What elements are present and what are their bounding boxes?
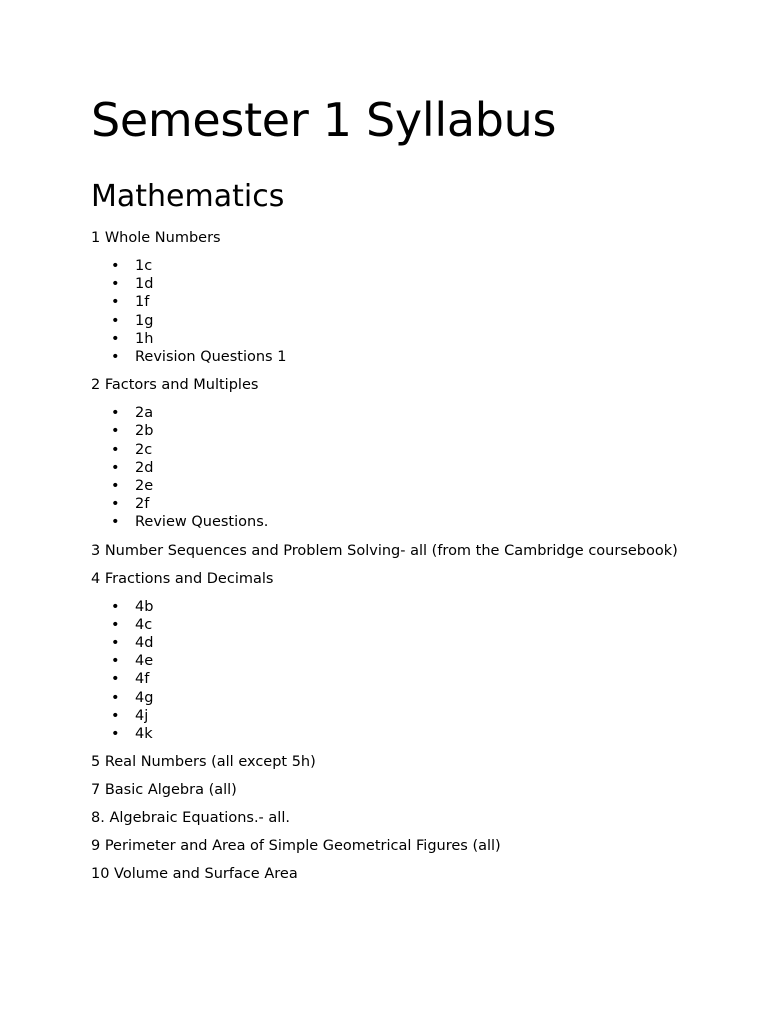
- section-heading: 5 Real Numbers (all except 5h): [91, 754, 316, 771]
- bullet-icon: •: [111, 616, 120, 633]
- subject-heading: Mathematics: [91, 179, 285, 214]
- bullet-icon: •: [111, 312, 120, 329]
- list-item-label: 1h: [135, 330, 154, 347]
- list-item: [91, 257, 708, 275]
- list-item-label: 4j: [135, 707, 149, 724]
- list-item-label: 4f: [135, 671, 150, 688]
- list-item: [91, 707, 708, 725]
- list-item-label: 4d: [135, 635, 154, 652]
- list-item-label: 4k: [135, 726, 153, 743]
- bullet-icon: •: [111, 635, 120, 652]
- bullet-icon: •: [111, 671, 120, 688]
- section-heading: 9 Perimeter and Area of Simple Geometrical Figures (all): [91, 838, 501, 855]
- bullet-icon: •: [111, 514, 120, 531]
- section-item-list: [91, 257, 708, 366]
- list-item: [91, 275, 708, 293]
- list-item-label: 2a: [135, 405, 154, 422]
- section-heading: 3 Number Sequences and Problem Solving- all (from the Cambridge coursebook): [91, 542, 678, 559]
- list-item-label: 2f: [135, 496, 150, 513]
- list-item-label: Revision Questions 1: [135, 349, 287, 366]
- list-item-label: 2d: [135, 459, 154, 476]
- bullet-icon: •: [111, 598, 120, 615]
- bullet-icon: •: [111, 478, 120, 495]
- list-item-label: 4g: [135, 689, 154, 706]
- list-item-label: 4c: [135, 616, 153, 633]
- section-heading: 7 Basic Algebra (all): [91, 782, 237, 799]
- bullet-icon: •: [111, 405, 120, 422]
- section-heading: 10 Volume and Surface Area: [91, 866, 298, 883]
- bullet-icon: •: [111, 294, 120, 311]
- bullet-icon: •: [111, 707, 120, 724]
- list-item: [91, 652, 708, 670]
- list-item: [91, 689, 708, 707]
- list-item-label: 2c: [135, 441, 153, 458]
- list-item: [91, 495, 708, 513]
- list-item: [91, 422, 708, 440]
- section-heading: 1 Whole Numbers: [91, 230, 221, 246]
- bullet-icon: •: [111, 276, 120, 293]
- list-item-label: 4e: [135, 653, 154, 670]
- section-item-list: [91, 598, 708, 744]
- list-item: [91, 725, 708, 743]
- list-item: [91, 634, 708, 652]
- bullet-icon: •: [111, 330, 120, 347]
- section-item-list: [91, 404, 708, 531]
- page-title: Semester 1 Syllabus: [91, 93, 557, 147]
- bullet-icon: •: [111, 423, 120, 440]
- list-item-label: 1d: [135, 276, 154, 293]
- list-item-label: 2b: [135, 423, 154, 440]
- list-item-label: Review Questions.: [135, 514, 269, 531]
- list-item: [91, 348, 708, 366]
- list-item: [91, 459, 708, 477]
- list-item: [91, 477, 708, 495]
- list-item-label: 1g: [135, 312, 154, 329]
- bullet-icon: •: [111, 653, 120, 670]
- list-item: [91, 293, 708, 311]
- bullet-icon: •: [111, 258, 120, 274]
- list-item: [91, 598, 708, 616]
- bullet-icon: •: [111, 459, 120, 476]
- bullet-icon: •: [111, 349, 120, 366]
- list-item-label: 1c: [135, 258, 153, 274]
- section-heading: 8. Algebraic Equations.- all.: [91, 810, 290, 827]
- list-item: [91, 616, 708, 634]
- bullet-icon: •: [111, 441, 120, 458]
- syllabus-sections: [91, 229, 708, 883]
- list-item-label: 1f: [135, 294, 150, 311]
- list-item: [91, 312, 708, 330]
- list-item: [91, 441, 708, 459]
- list-item-label: 4b: [135, 598, 154, 615]
- section-heading: 2 Factors and Multiples: [91, 377, 259, 394]
- list-item-label: 2e: [135, 478, 154, 495]
- section-heading: 4 Fractions and Decimals: [91, 570, 274, 587]
- list-item: [91, 330, 708, 348]
- list-item: [91, 513, 708, 531]
- bullet-icon: •: [111, 689, 120, 706]
- list-item: [91, 670, 708, 688]
- bullet-icon: •: [111, 496, 120, 513]
- list-item: [91, 404, 708, 422]
- bullet-icon: •: [111, 726, 120, 743]
